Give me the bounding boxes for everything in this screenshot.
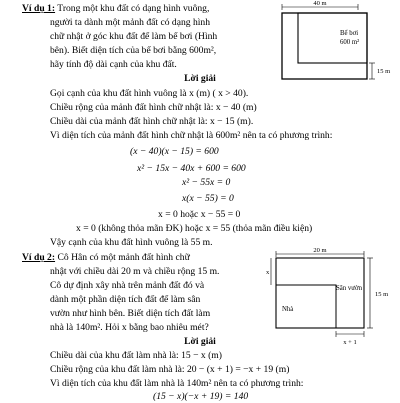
ex2-intro-line-2: nhật với chiều dài 20 m và chiều rộng 15 m. [50, 266, 220, 277]
ex2-figure [262, 248, 400, 348]
ex2-label: Ví dụ 2: [22, 252, 56, 263]
ex2-bottom-label: x + 1 [343, 339, 357, 346]
ex1-square-plot [282, 13, 367, 79]
ex2-step-3: Vì diện tích của khu đất làm nhà là 140m² nên ta có phương trình: [50, 378, 304, 389]
ex2-intro-line-5: vườn như hình bên. Biết diện tích đất làm [50, 308, 211, 319]
ex1-step-4: Vì diện tích của mảnh đất hình chữ nhật là 600m² nên ta có phương trình: [50, 130, 333, 141]
ex2-left-label: x [266, 269, 270, 276]
ex1-intro-line-5: hãy tính độ dài cạnh của khu đất. [50, 59, 177, 70]
ex2-step-1: Chiều dài của khu đất làm nhà là: 15 − x (m) [50, 350, 222, 361]
ex1-step-1: Gọi cạnh của khu đất hình vuông là x (m) ( x > 40). [50, 88, 249, 99]
ex1-label: Ví dụ 1: [22, 3, 56, 14]
ex1-pool-rect [298, 13, 367, 63]
ex1-intro-line-4: bên). Biết diện tích của bể bơi bằng 600m², [50, 45, 217, 56]
ex1-intro-line-3: chữ nhật ở góc khu đất để làm bể bơi (Hình [50, 31, 218, 42]
ex2-solution-title: Lời giải [184, 336, 216, 347]
ex2-intro-line-3: Cô dự định xây nhà trên mảnh đất đó và [50, 280, 205, 291]
ex1-equation-4: x(x − 55) = 0 [182, 193, 234, 204]
ex2-right-label: 15 m [375, 291, 389, 298]
ex1-figure [270, 0, 400, 82]
ex1-result: x = 0 (không thỏa mãn ĐK) hoặc x = 55 (thỏa mãn điều kiện) [76, 223, 313, 234]
ex1-side-label: 15 m [377, 68, 391, 75]
ex2-house-label: Nhà [282, 306, 294, 313]
ex1-top-label: 40 m [313, 0, 327, 7]
ex1-conclusion: Vậy cạnh của khu đất hình vuông là 55 m. [50, 237, 213, 248]
ex1-equation-1: (x − 40)(x − 15) = 600 [130, 146, 219, 157]
ex2-equation-1: (15 − x)(−x + 19) = 140 [153, 391, 249, 402]
ex2-garden-label: Sân vườn [336, 285, 362, 292]
ex2-intro-line-1: Ví dụ 2: Cô Hân có một mảnh đất hình chữ [22, 252, 190, 263]
ex1-equation-5: x = 0 hoặc x − 55 = 0 [158, 209, 241, 220]
ex2-intro-line-4: dành một phần diện tích đất để làm sân [50, 294, 201, 305]
ex1-intro-line-2: người ta dành một mảnh đất có dạng hình [50, 17, 211, 28]
ex1-step-3: Chiều dài của mảnh đất hình chữ nhật là: x − 15 (m). [50, 116, 254, 127]
ex2-plot-rect [276, 258, 364, 328]
ex2-intro-line-6: nhà là 140m². Hỏi x bằng bao nhiêu mét? [50, 322, 209, 333]
ex1-pool-area: 600 m² [340, 39, 360, 46]
ex1-solution-title: Lời giải [184, 73, 216, 84]
ex1-intro-line-1: Ví dụ 1: Trong một khu đất có dạng hình vuông, [22, 3, 210, 14]
ex2-step-2: Chiều rộng của khu đất làm nhà là: 20 − (x + 1) = −x + 19 (m) [50, 364, 290, 375]
ex1-equation-3: x² − 55x = 0 [182, 177, 231, 188]
ex1-pool-label: Bể bơi [340, 30, 359, 37]
ex2-top-label: 20 m [313, 248, 327, 254]
ex1-step-2: Chiều rộng của mảnh đất hình chữ nhật là: x − 40 (m) [50, 102, 257, 113]
ex1-equation-2: x² − 15x − 40x + 600 = 600 [137, 163, 246, 174]
